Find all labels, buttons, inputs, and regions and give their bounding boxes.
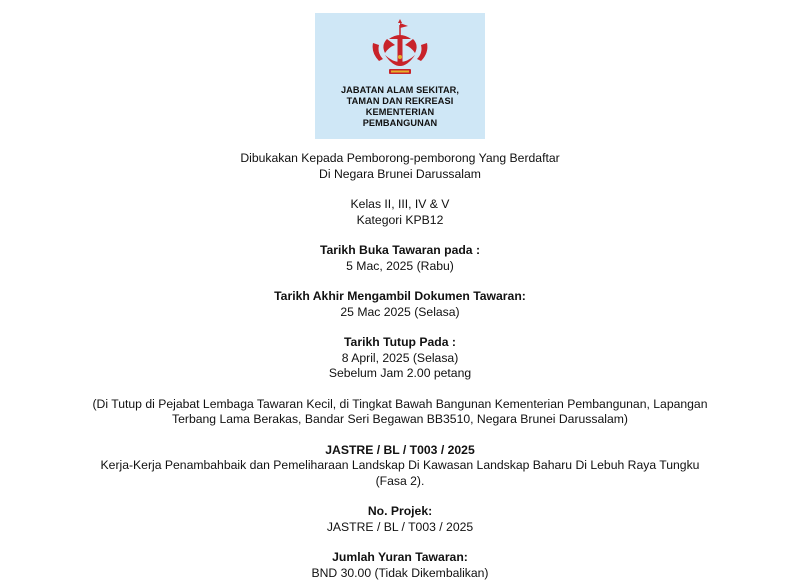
tender-fee-value: BND 30.00 (Tidak Dikembalikan)	[0, 566, 800, 581]
intro-line: Di Negara Brunei Darussalam	[0, 167, 800, 183]
department-logo	[315, 13, 485, 139]
brunei-crest-emblem	[367, 17, 433, 83]
department-name	[315, 85, 485, 129]
department-name-line: JABATAN ALAM SEKITAR,	[315, 85, 485, 96]
location-line: (Di Tutup di Pejabat Lembaga Tawaran Kecil, di Tingkat Bawah Bangunan Kementerian Pembangunan, Lapangan	[0, 397, 800, 413]
tender-fee-label: Jumlah Yuran Tawaran:	[0, 550, 800, 566]
project-number-value: JASTRE / BL / T003 / 2025	[0, 520, 800, 536]
tender-title-line: Kerja-Kerja Penambahbaik dan Pemeliharaan Landskap Di Kawasan Landskap Baharu Di Lebuh Raya Tungku	[0, 458, 800, 474]
collect-deadline-label: Tarikh Akhir Mengambil Dokumen Tawaran:	[0, 289, 800, 305]
department-name-line: KEMENTERIAN	[315, 107, 485, 118]
department-name-line: TAMAN DAN REKREASI	[315, 96, 485, 107]
notice-body	[0, 151, 800, 581]
tender-reference: JASTRE / BL / T003 / 2025	[0, 443, 800, 459]
category-text: Kategori KPB12	[0, 213, 800, 229]
tender-title-line: (Fasa 2).	[0, 474, 800, 490]
open-date-label: Tarikh Buka Tawaran pada :	[0, 243, 800, 259]
intro-line: Dibukakan Kepada Pemborong-pemborong Yang Berdaftar	[0, 151, 800, 167]
project-number-label: No. Projek:	[0, 504, 800, 520]
close-date-value: 8 April, 2025 (Selasa)	[0, 351, 800, 367]
close-time-value: Sebelum Jam 2.00 petang	[0, 366, 800, 382]
collect-deadline-value: 25 Mac 2025 (Selasa)	[0, 305, 800, 321]
department-name-line: PEMBANGUNAN	[315, 118, 485, 129]
close-date-label: Tarikh Tutup Pada :	[0, 335, 800, 351]
location-line: Terbang Lama Berakas, Bandar Seri Begawan BB3510, Negara Brunei Darussalam)	[0, 412, 800, 428]
open-date-value: 5 Mac, 2025 (Rabu)	[0, 259, 800, 275]
class-text: Kelas II, III, IV & V	[0, 197, 800, 213]
